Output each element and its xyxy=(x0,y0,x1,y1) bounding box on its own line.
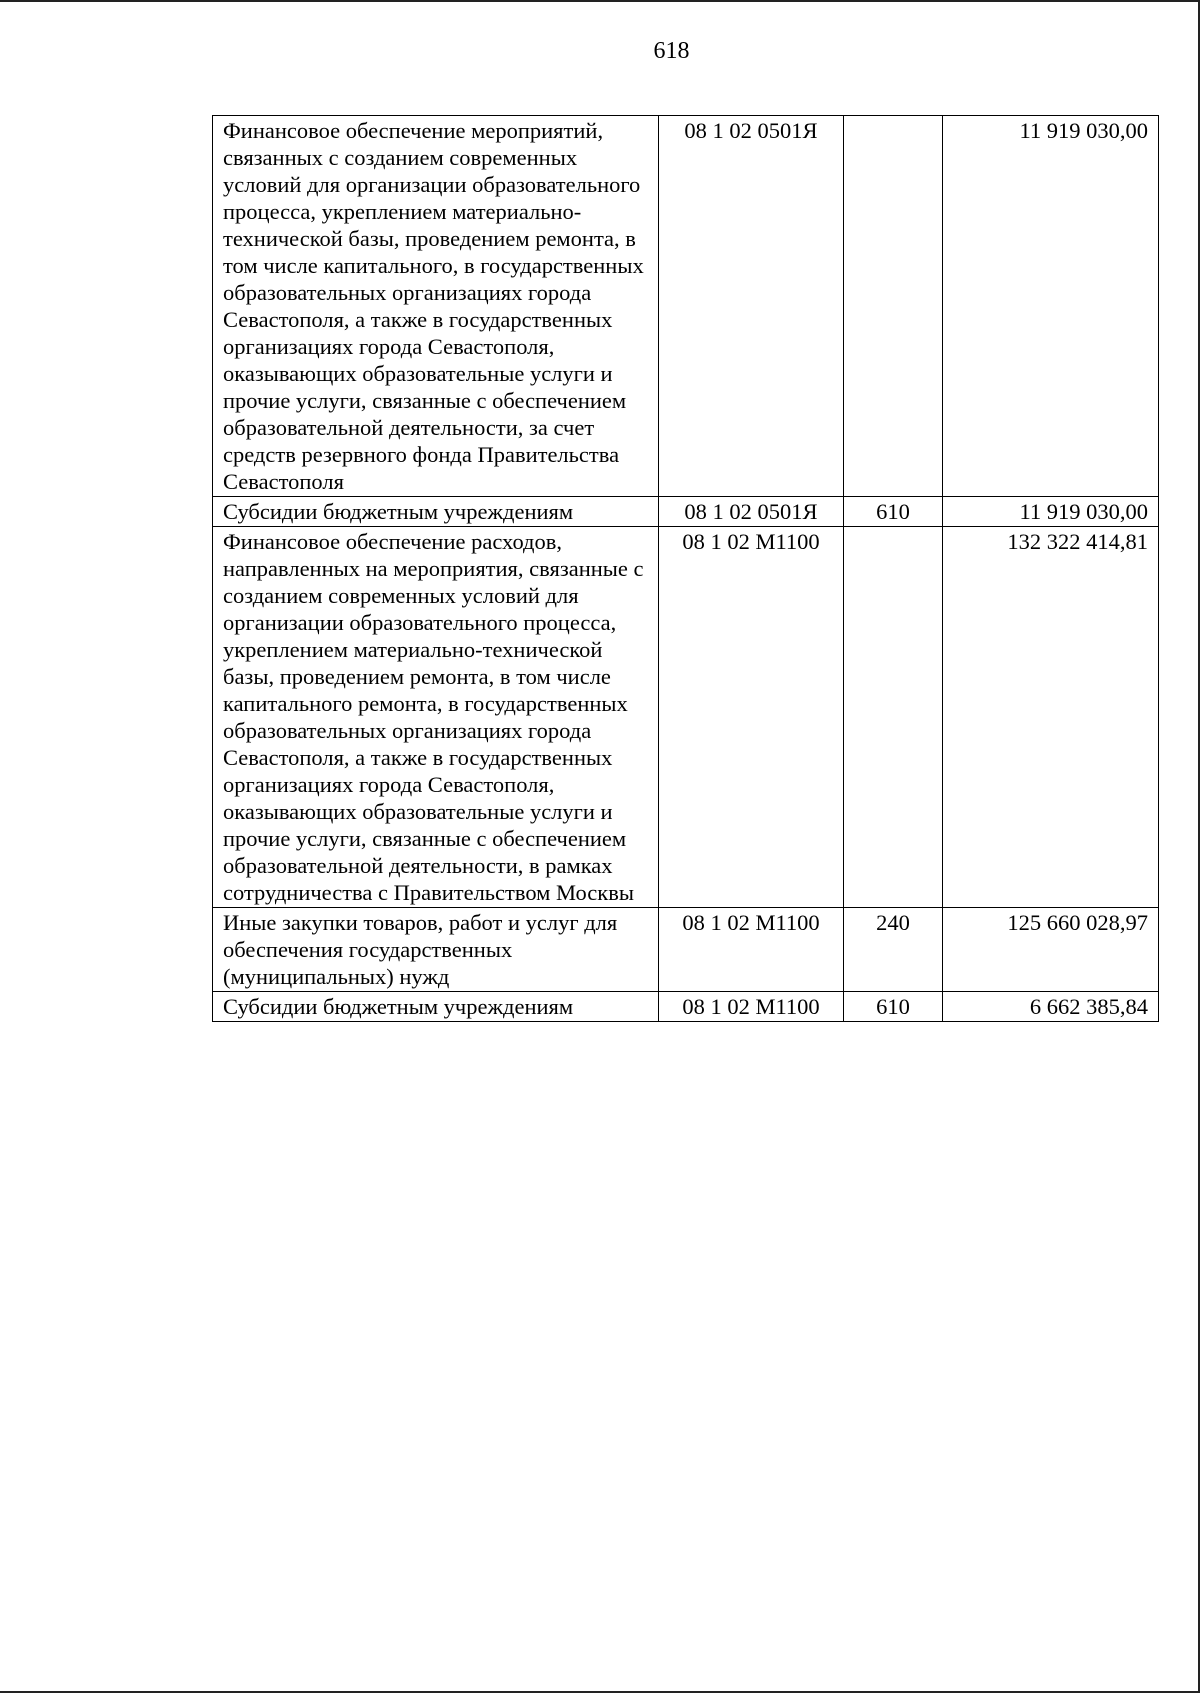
expense-type xyxy=(844,527,943,908)
target-code: 08 1 02 М1100 xyxy=(659,908,844,992)
amount: 132 322 414,81 xyxy=(943,527,1159,908)
amount: 11 919 030,00 xyxy=(943,497,1159,527)
item-name: Финансовое обеспечение расходов, направленных на мероприятия, связанные с созданием современных условий для организации образовательного процесса, укреплением материально-технической базы, проведением ремонта, в том числе капитального ремонта, в государственных образовательных организациях города Севастополя, а также в государственных организациях города Севастополя, оказывающих образовательные услуги и прочие услуги, связанные с обеспечением образовательной деятельности, в рамках сотрудничества с Правительством Москвы xyxy=(213,527,659,908)
amount: 11 919 030,00 xyxy=(943,116,1159,497)
amount: 125 660 028,97 xyxy=(943,908,1159,992)
target-code: 08 1 02 М1100 xyxy=(659,992,844,1022)
expense-type: 610 xyxy=(844,497,943,527)
expense-type: 240 xyxy=(844,908,943,992)
expense-type: 610 xyxy=(844,992,943,1022)
table-row xyxy=(213,497,1159,527)
item-name: Субсидии бюджетным учреждениям xyxy=(213,497,659,527)
table-row xyxy=(213,527,1159,908)
table-row xyxy=(213,116,1159,497)
table-row xyxy=(213,908,1159,992)
expense-type xyxy=(844,116,943,497)
item-name: Финансовое обеспечение мероприятий, связанных с созданием современных условий для организации образовательного процесса, укреплением материально-технической базы, проведением ремонта, в том числе капитального, в государственных образовательных организациях города Севастополя, а также в государственных организациях города Севастополя, оказывающих образовательные услуги и прочие услуги, связанные с обеспечением образовательной деятельности, за счет средств резервного фонда Правительства Севастополя xyxy=(213,116,659,497)
target-code: 08 1 02 М1100 xyxy=(659,527,844,908)
page-number: 618 xyxy=(653,38,690,64)
table-row xyxy=(213,992,1159,1022)
item-name: Иные закупки товаров, работ и услуг для обеспечения государственных (муниципальных) нужд xyxy=(213,908,659,992)
budget-table xyxy=(212,115,1159,1022)
amount: 6 662 385,84 xyxy=(943,992,1159,1022)
item-name: Субсидии бюджетным учреждениям xyxy=(213,992,659,1022)
target-code: 08 1 02 0501Я xyxy=(659,116,844,497)
target-code: 08 1 02 0501Я xyxy=(659,497,844,527)
